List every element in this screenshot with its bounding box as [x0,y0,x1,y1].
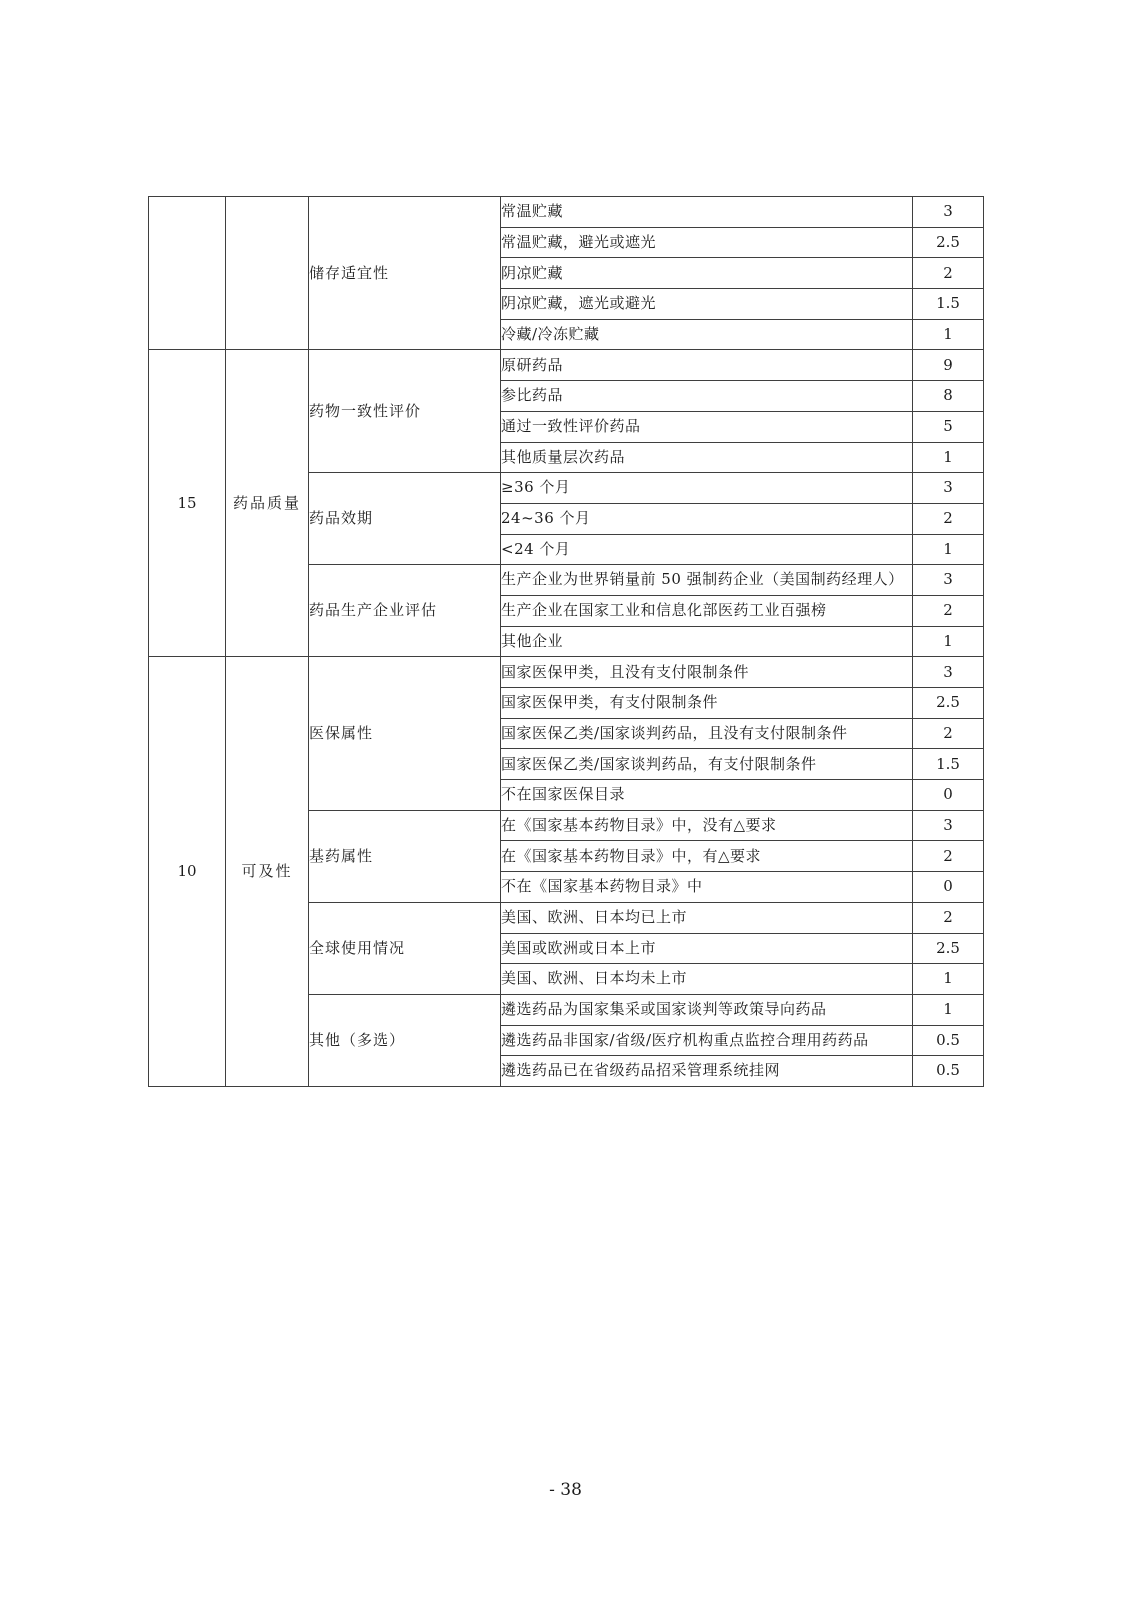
score-cell: 2 [913,503,984,534]
scoring-rubric-table [148,196,984,1087]
dimension-cell [226,197,309,350]
criteria-cell: 生产企业在国家工业和信息化部医药工业百强榜 [501,595,913,626]
criteria-cell: 遴选药品已在省级药品招采管理系统挂网 [501,1056,913,1087]
criteria-cell: 在《国家基本药物目录》中，有△要求 [501,841,913,872]
score-cell: 3 [913,565,984,596]
score-cell: 2 [913,258,984,289]
criteria-cell: 遴选药品非国家/省级/医疗机构重点监控合理用药药品 [501,1025,913,1056]
score-cell: 2.5 [913,227,984,258]
criteria-cell: 冷藏/冷冻贮藏 [501,319,913,350]
score-cell: 1 [913,626,984,657]
score-cell: 3 [913,810,984,841]
weight-cell: 15 [149,350,226,657]
criteria-cell: 原研药品 [501,350,913,381]
subdimension-cell: 药品效期 [309,473,501,565]
criteria-cell: 遴选药品为国家集采或国家谈判等政策导向药品 [501,994,913,1025]
score-cell: 1 [913,994,984,1025]
score-cell: 5 [913,411,984,442]
criteria-cell: 其他质量层次药品 [501,442,913,473]
criteria-cell: 阴凉贮藏，遮光或避光 [501,289,913,320]
score-cell: 1.5 [913,289,984,320]
score-cell: 1 [913,964,984,995]
criteria-cell: 不在《国家基本药物目录》中 [501,872,913,903]
subdimension-cell: 医保属性 [309,657,501,810]
subdimension-cell: 基药属性 [309,810,501,902]
table-row [149,197,984,228]
score-cell: 2.5 [913,688,984,719]
subdimension-cell: 其他（多选） [309,994,501,1086]
score-cell: 2 [913,841,984,872]
score-cell: 2 [913,718,984,749]
subdimension-cell: 全球使用情况 [309,902,501,994]
score-cell: 2 [913,902,984,933]
criteria-cell: 常温贮藏 [501,197,913,228]
criteria-cell: ≥36 个月 [501,473,913,504]
criteria-cell: 国家医保甲类，且没有支付限制条件 [501,657,913,688]
score-cell: 3 [913,657,984,688]
weight-cell [149,197,226,350]
subdimension-cell: 储存适宜性 [309,197,501,350]
criteria-cell: 国家医保乙类/国家谈判药品，且没有支付限制条件 [501,718,913,749]
criteria-cell: 国家医保甲类，有支付限制条件 [501,688,913,719]
criteria-cell: 不在国家医保目录 [501,780,913,811]
criteria-cell: 24~36 个月 [501,503,913,534]
score-cell: 1 [913,442,984,473]
score-cell: 1 [913,534,984,565]
score-cell: 3 [913,473,984,504]
criteria-cell: 阴凉贮藏 [501,258,913,289]
score-cell: 0 [913,780,984,811]
page-number: - 38 [549,1480,582,1500]
score-cell: 1.5 [913,749,984,780]
score-cell: 1 [913,319,984,350]
subdimension-cell: 药物一致性评价 [309,350,501,473]
weight-cell: 10 [149,657,226,1087]
criteria-cell: 美国、欧洲、日本均未上市 [501,964,913,995]
criteria-cell: 参比药品 [501,381,913,412]
dimension-cell: 药品质量 [226,350,309,657]
score-cell: 8 [913,381,984,412]
criteria-cell: 通过一致性评价药品 [501,411,913,442]
criteria-cell: 美国、欧洲、日本均已上市 [501,902,913,933]
table-row [149,657,984,688]
score-cell: 2.5 [913,933,984,964]
score-cell: 0 [913,872,984,903]
table-row [149,350,984,381]
criteria-cell: 生产企业为世界销量前 50 强制药企业（美国制药经理人） [501,565,913,596]
criteria-cell: 其他企业 [501,626,913,657]
criteria-cell: 美国或欧洲或日本上市 [501,933,913,964]
criteria-cell: 国家医保乙类/国家谈判药品，有支付限制条件 [501,749,913,780]
score-cell: 2 [913,595,984,626]
score-cell: 0.5 [913,1025,984,1056]
criteria-cell: <24 个月 [501,534,913,565]
criteria-cell: 常温贮藏，避光或遮光 [501,227,913,258]
score-cell: 3 [913,197,984,228]
score-cell: 9 [913,350,984,381]
dimension-cell: 可及性 [226,657,309,1087]
criteria-cell: 在《国家基本药物目录》中，没有△要求 [501,810,913,841]
subdimension-cell: 药品生产企业评估 [309,565,501,657]
score-cell: 0.5 [913,1056,984,1087]
